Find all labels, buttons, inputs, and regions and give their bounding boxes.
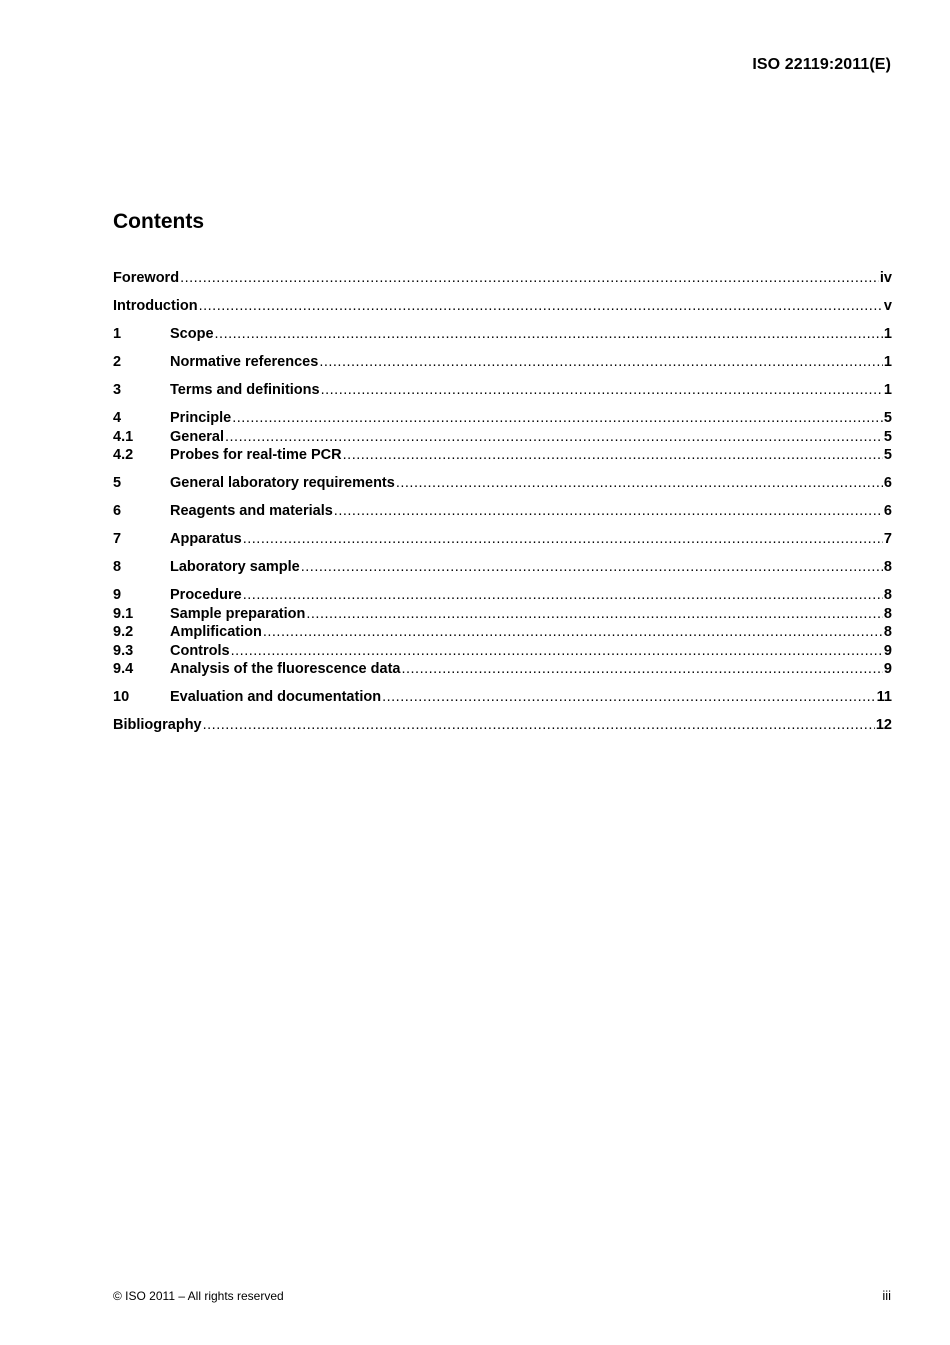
toc-entry[interactable] bbox=[113, 297, 892, 316]
toc-dot-leader bbox=[203, 716, 875, 735]
toc-entry-page: 1 bbox=[883, 382, 892, 398]
toc-entry[interactable] bbox=[113, 474, 892, 493]
toc-entry-title: Sample preparation bbox=[170, 605, 306, 622]
toc-entry-number: 6 bbox=[113, 503, 122, 519]
toc-dot-leader bbox=[263, 623, 883, 642]
page-title: Contents bbox=[113, 210, 204, 233]
toc-entry-page: 5 bbox=[883, 447, 892, 463]
toc-entry-page: 5 bbox=[883, 428, 892, 445]
toc-entry-title: Terms and definitions bbox=[170, 382, 320, 398]
toc-dot-leader bbox=[243, 530, 883, 549]
toc-entry-number: 9.4 bbox=[113, 661, 134, 677]
toc-entry[interactable] bbox=[113, 446, 892, 465]
toc-entry-page: 6 bbox=[883, 503, 892, 519]
toc-dot-leader bbox=[231, 642, 883, 661]
toc-entry-title: General laboratory requirements bbox=[170, 475, 395, 491]
toc-entry-number: 9.2 bbox=[113, 624, 134, 640]
toc-entry-number: 4.1 bbox=[113, 428, 134, 445]
toc-dot-leader bbox=[334, 502, 883, 521]
toc-entry-title: Procedure bbox=[170, 587, 242, 603]
toc-entry[interactable] bbox=[113, 623, 892, 642]
copyright-notice: © ISO 2011 – All rights reserved bbox=[113, 1289, 284, 1303]
toc-entry-number: 2 bbox=[113, 354, 122, 370]
toc-entry-number: 4.2 bbox=[113, 447, 134, 463]
toc-dot-leader bbox=[301, 558, 883, 577]
toc-entry[interactable] bbox=[113, 558, 892, 577]
toc-entry[interactable] bbox=[113, 660, 892, 679]
toc-entry-page: 7 bbox=[883, 531, 892, 547]
toc-entry-page: 8 bbox=[883, 624, 892, 640]
toc-entry[interactable] bbox=[113, 353, 892, 372]
toc-entry-number: 7 bbox=[113, 531, 122, 547]
page-number: iii bbox=[882, 1288, 891, 1303]
toc-entry-page: 8 bbox=[883, 559, 892, 575]
toc-dot-leader bbox=[180, 269, 879, 288]
toc-entry-page: 6 bbox=[883, 475, 892, 491]
toc-entry[interactable] bbox=[113, 381, 892, 400]
toc-dot-leader bbox=[199, 297, 883, 316]
toc-entry-title: Bibliography bbox=[113, 717, 202, 733]
toc-entry-page: 5 bbox=[883, 410, 892, 426]
toc-dot-leader bbox=[343, 446, 883, 465]
toc-entry-title: Reagents and materials bbox=[170, 503, 333, 519]
toc-entry[interactable] bbox=[113, 642, 892, 661]
toc-entry-number: 9.1 bbox=[113, 605, 134, 622]
toc-entry-page: 8 bbox=[883, 587, 892, 603]
toc-dot-leader bbox=[306, 605, 883, 624]
toc-dot-leader bbox=[396, 474, 883, 493]
toc-dot-leader bbox=[321, 381, 883, 400]
table-of-contents bbox=[113, 269, 892, 735]
toc-entry-title: Laboratory sample bbox=[170, 559, 300, 575]
toc-entry-page: 1 bbox=[883, 354, 892, 370]
toc-entry[interactable] bbox=[113, 530, 892, 549]
toc-entry-title: General bbox=[170, 428, 224, 445]
toc-entry-title: Normative references bbox=[170, 354, 319, 370]
toc-entry-title: Analysis of the fluorescence data bbox=[170, 661, 401, 677]
toc-entry[interactable] bbox=[113, 605, 892, 624]
toc-entry[interactable] bbox=[113, 688, 892, 707]
toc-entry-page: 8 bbox=[883, 605, 892, 622]
toc-entry-title: Probes for real-time PCR bbox=[170, 447, 342, 463]
toc-entry[interactable] bbox=[113, 716, 892, 735]
toc-entry-number: 1 bbox=[113, 326, 122, 342]
toc-entry-page: 11 bbox=[876, 689, 892, 705]
toc-entry-title: Amplification bbox=[170, 624, 262, 640]
toc-entry-page: v bbox=[883, 298, 892, 314]
toc-entry[interactable] bbox=[113, 502, 892, 521]
toc-entry[interactable] bbox=[113, 586, 892, 605]
toc-entry-number: 8 bbox=[113, 559, 122, 575]
toc-entry-page: 1 bbox=[883, 326, 892, 342]
toc-entry-page: 9 bbox=[883, 642, 892, 659]
toc-entry-number: 9.3 bbox=[113, 642, 134, 659]
toc-dot-leader bbox=[401, 660, 882, 679]
toc-entry-page: 9 bbox=[883, 661, 892, 677]
toc-entry-title: Introduction bbox=[113, 298, 198, 314]
toc-entry-page: iv bbox=[879, 270, 892, 286]
toc-entry[interactable] bbox=[113, 428, 892, 447]
toc-entry-number: 5 bbox=[113, 475, 122, 491]
toc-entry-number: 3 bbox=[113, 382, 122, 398]
toc-entry[interactable] bbox=[113, 269, 892, 288]
toc-entry-title: Principle bbox=[170, 410, 232, 426]
toc-entry[interactable] bbox=[113, 409, 892, 428]
toc-dot-leader bbox=[215, 325, 883, 344]
toc-entry-number: 10 bbox=[113, 689, 130, 705]
toc-entry-page: 12 bbox=[875, 717, 892, 733]
toc-dot-leader bbox=[243, 586, 883, 605]
toc-dot-leader bbox=[225, 428, 883, 447]
toc-entry-title: Evaluation and documentation bbox=[170, 689, 382, 705]
toc-entry-title: Controls bbox=[170, 642, 230, 659]
toc-dot-leader bbox=[319, 353, 883, 372]
toc-entry-title: Scope bbox=[170, 326, 214, 342]
toc-entry-title: Foreword bbox=[113, 270, 180, 286]
toc-dot-leader bbox=[382, 688, 876, 707]
toc-entry-number: 4 bbox=[113, 410, 122, 426]
toc-dot-leader bbox=[232, 409, 883, 428]
toc-entry-title: Apparatus bbox=[170, 531, 242, 547]
toc-entry-number: 9 bbox=[113, 587, 122, 603]
document-id: ISO 22119:2011(E) bbox=[752, 56, 891, 73]
toc-entry[interactable] bbox=[113, 325, 892, 344]
